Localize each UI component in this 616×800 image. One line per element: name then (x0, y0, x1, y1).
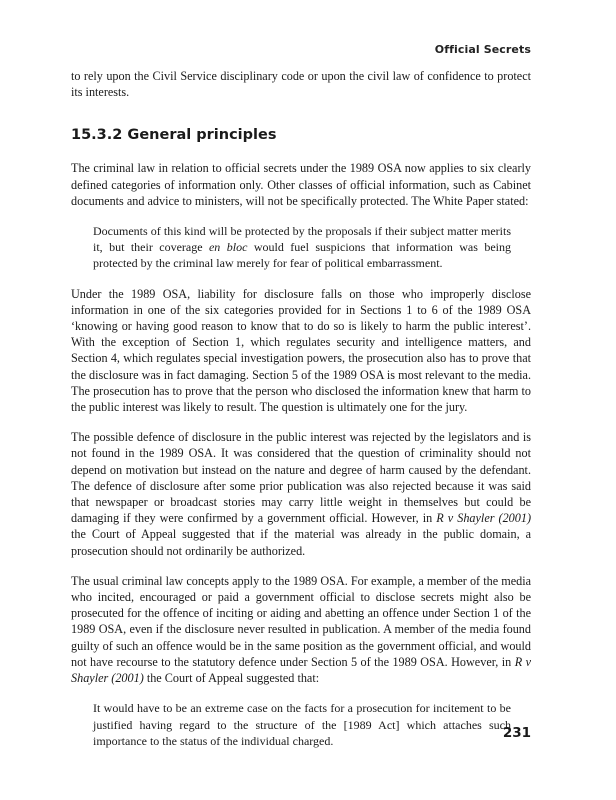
block-quote-1 (71, 223, 531, 272)
quote-1-italic: en bloc (208, 240, 248, 255)
section-heading: 15.3.2 General principles (71, 127, 277, 144)
paragraph-3-text-start: The possible defence of disclosure in the public interest was rejected by the legislators and is not found in the 1989 OSA. It was considered that the question of criminality should not depend on motivation but instead on the nature and degree of harm caused by the defendant. The defence of disclosure after some prior publication was also rejected because it was said that newspaper or broadcast stories may carry little weight in themselves but could be damaging if they were confirmed by a government official. However, in (71, 430, 531, 526)
continuation-paragraph: to rely upon the Civil Service disciplinary code or upon the civil law of confidence to protect its interests. (71, 69, 531, 100)
paragraph-4-text-end: the Court of Appeal suggested that: (143, 671, 320, 686)
quote-1-text-end: would fuel suspicions that information was being protected by the criminal law merely for fear of political embarrassment. (93, 240, 511, 271)
paragraph-3 (71, 429, 531, 559)
spacer (71, 559, 531, 573)
spacer (71, 415, 531, 429)
book-page (71, 0, 531, 800)
paragraph-4 (71, 573, 531, 686)
spacer (71, 144, 531, 160)
spacer (71, 686, 531, 700)
case-citation: R v Shayler (2001) (71, 654, 531, 686)
spacer (71, 209, 531, 223)
paragraph-1: The criminal law in relation to official secrets under the 1989 OSA now applies to six clearly defined categories of information only. Other classes of official information, such as Cabinet documents and advice to ministers, will not be specifically protected. The White Paper stated: (71, 161, 531, 208)
spacer (71, 100, 531, 126)
body-text (71, 68, 531, 749)
case-citation: R v Shayler (2001) (436, 511, 532, 526)
block-quote-2: It would have to be an extreme case on the facts for a prosecution for incitement to be justified having regard to the structure of the [1989 Act] which attaches such importance to the status of the individual charged. (93, 701, 511, 748)
quote-1-text-start: Documents of this kind will be protected by the proposals if their subject matter merits it, but their coverage (93, 224, 511, 255)
page-number: 231 (502, 725, 531, 741)
paragraph-3-text-end: the Court of Appeal suggested that if the material was already in the public domain, a prosecution should not ordinarily be authorized. (71, 527, 531, 558)
paragraph-4-text-start: The usual criminal law concepts apply to the 1989 OSA. For example, a member of the media who incited, encouraged or paid a government official to disclose secrets might also be prosecuted for the offence of inciting or aiding and abetting an offence under Section 1 of the 1989 OSA, even if the disclosure never resulted in publication. A member of the media found guilty of such an offence would be in the same position as the government official, and would not have recourse to the statutory defence under Section 5 of the 1989 OSA. However, in (71, 573, 531, 669)
paragraph-2: Under the 1989 OSA, liability for disclosure falls on those who improperly disclose information in one of the six categories provided for in Sections 1 to 6 of the 1989 OSA ‘knowing or having good reason to know that to do so is likely to harm the public interest’. With the exception of Section 1, which regulates security and intelligence matters, and Section 4, which regulates special investigation powers, the prosecution also has to prove that the disclosure was in fact damaging. Section 5 of the 1989 OSA is most relevant to the media. The prosecution has to prove that the person who disclosed the information knew that harm to the public interest was likely to result. The question is ultimately one for the jury. (71, 286, 531, 415)
spacer (71, 272, 531, 286)
running-head: Official Secrets (434, 43, 531, 56)
